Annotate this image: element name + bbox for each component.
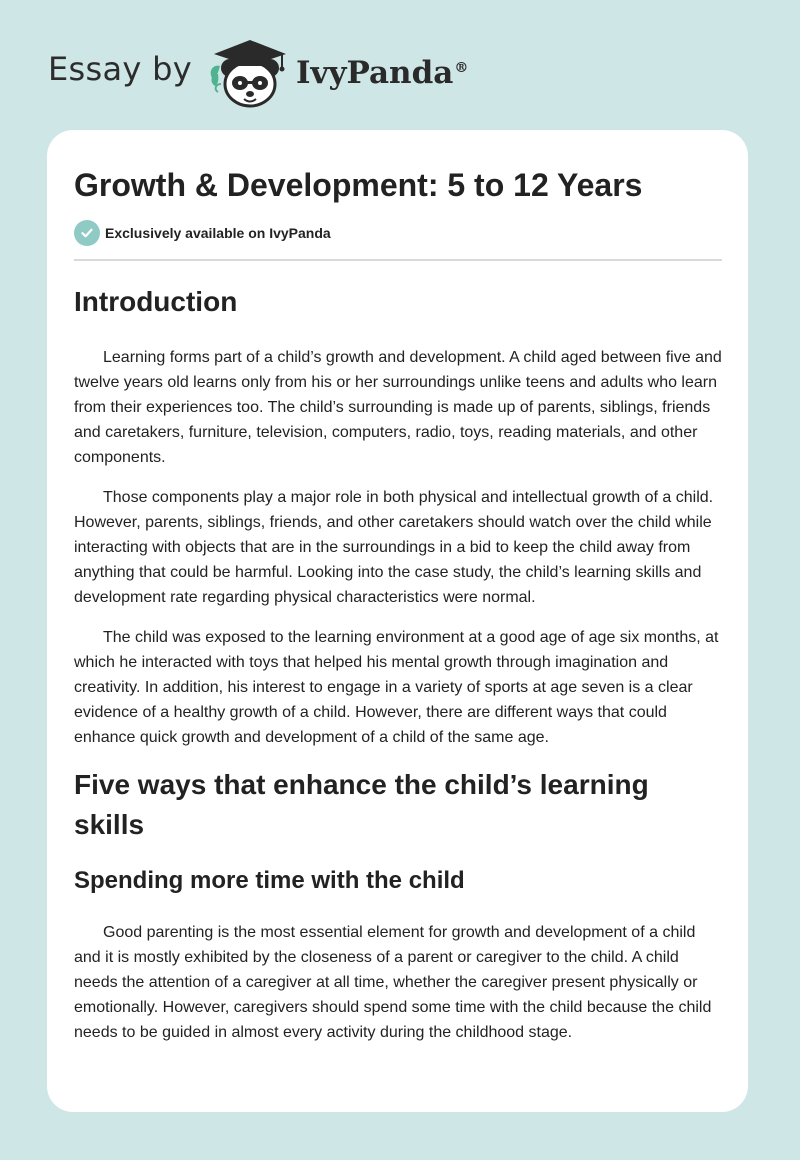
brand-prefix: Essay by <box>48 50 192 88</box>
section-five-ways <box>74 765 722 1045</box>
paragraph: Those components play a major role in both physical and intellectual growth of a child. However, parents, siblings, friends, and other caretakers should watch over the child while interacting with objects that are in the surroundings in a bid to keep the child away from anything that could be harmful. Looking into the case study, the child’s learning skills and development rate regarding physical characteristics were normal. <box>74 489 714 606</box>
essay-card <box>47 130 748 1112</box>
site-brand[interactable] <box>48 34 468 110</box>
divider <box>74 259 722 261</box>
essay-title: Growth & Development: 5 to 12 Years <box>74 167 643 203</box>
badge-label: Exclusively available on IvyPanda <box>105 225 331 241</box>
section-heading: Five ways that enhance the child’s learning skills <box>74 769 649 840</box>
paragraph: Learning forms part of a child’s growth and development. A child aged between five and twelve years old learns only from his or her surroundings unlike teens and adults who learn from their experiences too. The child’s surrounding is made up of parents, siblings, friends and caretakers, furniture, television, computers, radio, toys, reading materials, and other components. <box>74 349 722 466</box>
paragraph: The child was exposed to the learning environment at a good age of age six months, at which he interacted with toys that helped his mental growth through imagination and creativity. In addition, his interest to engage in a variety of sports at age seven is a clear evidence of a healthy growth of a child. However, there are different ways that could enhance quick growth and development of a child of the same age. <box>74 629 719 746</box>
panda-graduation-cap-icon <box>206 34 292 110</box>
exclusive-badge <box>74 220 722 246</box>
paragraph: Good parenting is the most essential element for growth and development of a child and it is mostly exhibited by the closeness of a parent or caregiver to the child. A child needs the attention of a caregiver at all time, whether the caregiver present physically or emotionally. However, caregivers should spend some time with the child because the child needs to be guided in almost every activity during the childhood stage. <box>74 924 712 1041</box>
subsection-heading: Spending more time with the child <box>74 867 465 894</box>
section-heading: Introduction <box>74 286 238 317</box>
section-introduction <box>74 282 722 750</box>
check-circle-icon <box>74 220 100 246</box>
brand-name: IvyPanda® <box>295 55 469 91</box>
